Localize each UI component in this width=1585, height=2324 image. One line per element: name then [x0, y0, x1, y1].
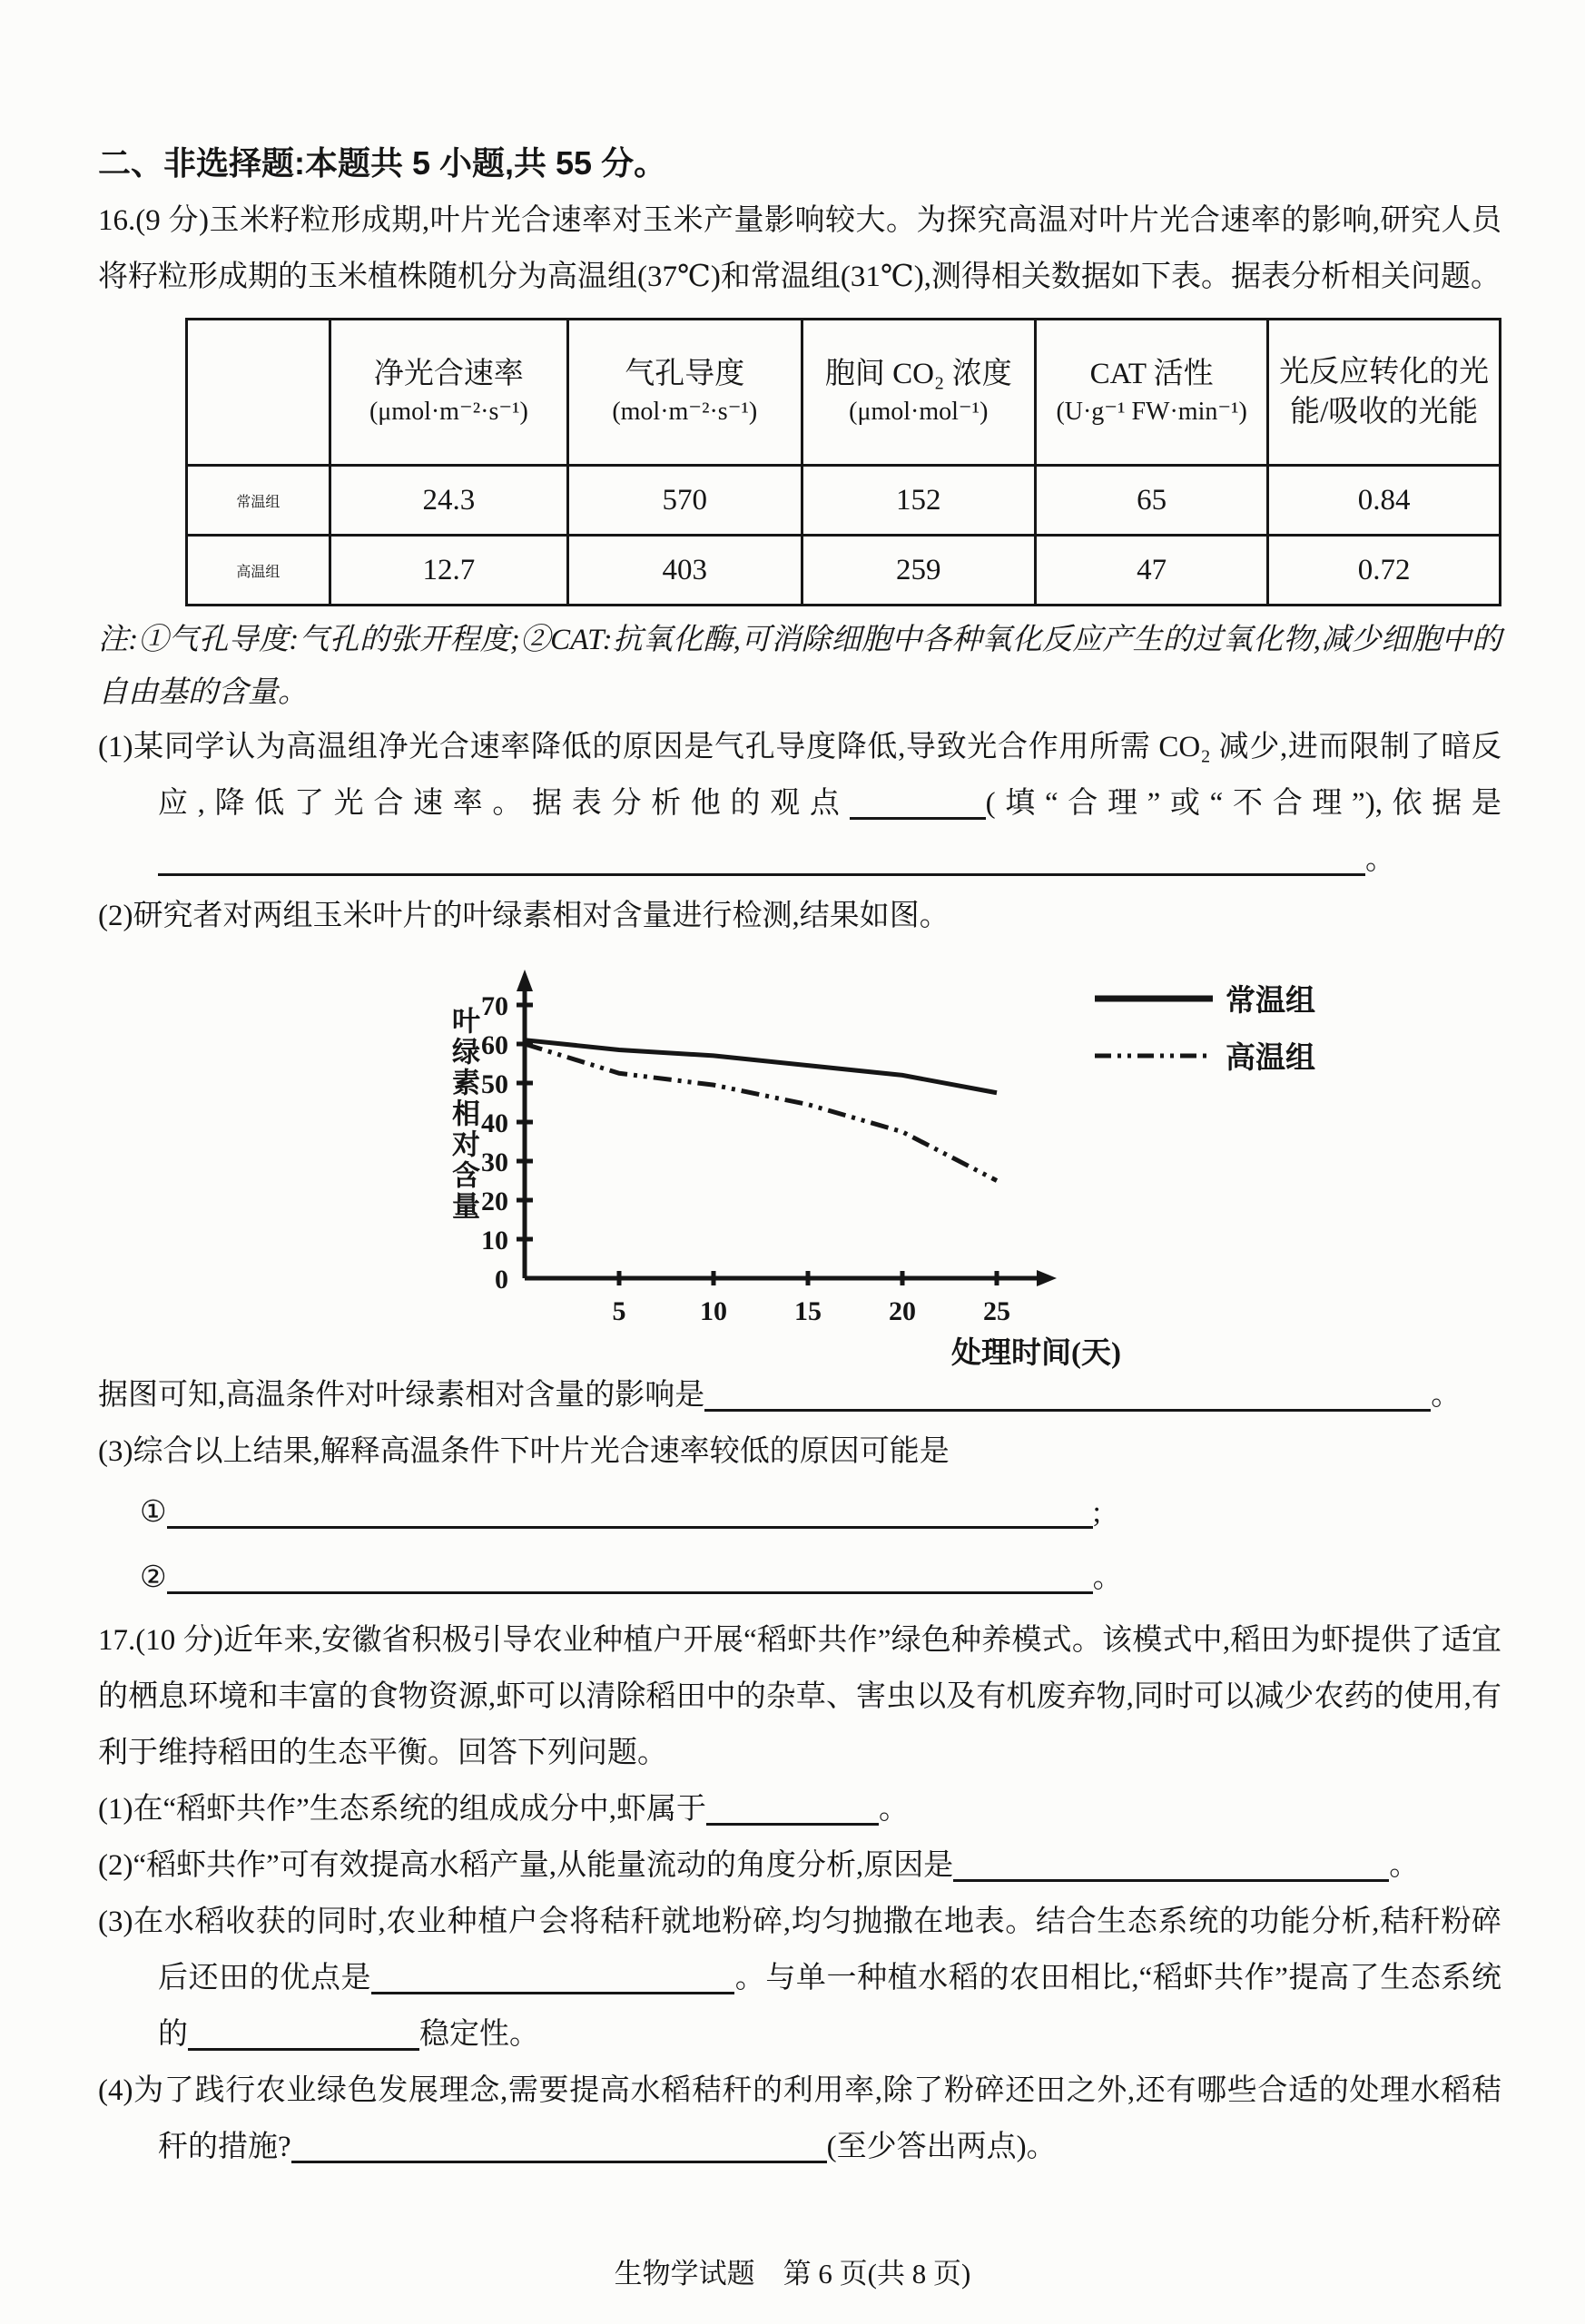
svg-text:40: 40	[481, 1108, 508, 1138]
table-col-header-net-photosynthesis	[330, 320, 567, 466]
caption-period: 。	[1431, 1379, 1462, 1412]
svg-text:10: 10	[700, 1296, 727, 1326]
q16-part3: (3)综合以上结果,解释高温条件下叶片光合速率较低的原因可能是	[98, 1435, 950, 1468]
answer-blank	[158, 841, 1365, 876]
col-name: 净光合速率	[373, 358, 524, 390]
q16-part3-item1	[98, 1480, 1501, 1545]
answer-blank	[188, 2015, 419, 2051]
answer-blank	[706, 1790, 879, 1826]
q16-stem: 16.(9 分)玉米籽粒形成期,叶片光合速率对玉米产量影响较大。为探究高温对叶片光合速率的影响,研究人员将籽粒形成期的玉米植株随机分为高温组(37℃)和常温组(31℃),测得相关数据如下表。据表分析相关问题。	[98, 204, 1501, 293]
col-name: 气孔导度	[625, 358, 745, 390]
col-unit: (mol·m⁻²·s⁻¹)	[612, 398, 758, 426]
q17-part3	[98, 1894, 1501, 2063]
svg-text:30: 30	[481, 1147, 508, 1177]
q16-chart-caption	[98, 1367, 1501, 1423]
answer-blank	[167, 1493, 1093, 1529]
item1-end: ;	[1092, 1496, 1101, 1529]
table-col-header-blank	[187, 320, 330, 466]
q16-part2: (2)研究者对两组玉米叶片的叶绿素相对含量进行检测,结果如图。	[98, 900, 950, 932]
q16-part1-period: 。	[1365, 843, 1395, 876]
legend-label: 常温组	[1226, 985, 1315, 1018]
q17-stem: 17.(10 分)近年来,安徽省积极引导农业种植户开展“稻虾共作”绿色种养模式。该模式中,稻田为虾提供了适宜的栖息环境和丰富的食物资源,虾可以清除稻田中的杂草、害虫以及有机废弃物,同时可以减少农药的使用,有利于维持稻田的生态平衡。回答下列问题。	[98, 1624, 1502, 1769]
q16-part1-text-b: (填“合理”或“不合理”),依据是	[985, 787, 1502, 820]
caption-text: 据图可知,高温条件对叶绿素相对含量的影响是	[98, 1379, 705, 1412]
legend-item-high-temp	[1095, 1034, 1315, 1077]
table-col-header-stomatal-conductance	[567, 320, 802, 466]
table-cell: 259	[802, 536, 1035, 606]
col-unit: (μmol·mol⁻¹)	[849, 398, 989, 426]
table-col-header-intercellular-co2	[802, 320, 1035, 466]
q16-part1-text-a: (1)某同学认为高温组净光合速率降低的原因是气孔导度降低,导致光合作用所需 CO₂ 减少,进而限制了暗反应,降低了光合速率。据表分析他的观点	[98, 731, 1501, 820]
page-footer: 生物学试题 第 6 页(共 8 页)	[614, 2258, 971, 2290]
table-cell: 0.84	[1268, 466, 1501, 536]
section-header: 二、非选择题:本题共 5 小题,共 55 分。	[98, 144, 667, 182]
table-row-normal-temp	[187, 466, 1501, 536]
table-cell: 65	[1035, 466, 1267, 536]
table-cell: 24.3	[330, 466, 567, 536]
solid-line-icon	[1095, 991, 1213, 1006]
q17-part3-text-b: 。与单一种植水稻的农田相比,“稻虾共作”提高了生态系统的	[158, 1962, 1502, 2051]
answer-blank	[953, 1846, 1389, 1882]
legend-item-normal-temp	[1095, 977, 1315, 1019]
table-row-high-temp	[187, 536, 1501, 606]
row-label: 常温组	[187, 466, 330, 536]
q16-part3-item2	[98, 1545, 1501, 1610]
dash-dot-line-icon	[1095, 1049, 1213, 1063]
legend-label: 高温组	[1226, 1042, 1315, 1075]
table-header-row	[187, 320, 1501, 466]
q16-part1	[98, 719, 1501, 888]
chart-legend	[1095, 977, 1315, 1077]
q17-part1-text: (1)在“稻虾共作”生态系统的组成成分中,虾属于	[98, 1793, 707, 1826]
table-cell: 0.72	[1268, 536, 1501, 606]
svg-text:50: 50	[481, 1069, 508, 1099]
row-label: 高温组	[187, 536, 330, 606]
svg-text:10: 10	[481, 1226, 508, 1256]
q17-part4	[98, 2063, 1501, 2175]
chart-x-axis-label: 处理时间(天)	[951, 1337, 1121, 1370]
svg-text:0: 0	[495, 1265, 508, 1295]
svg-text:60: 60	[481, 1030, 508, 1060]
col-unit: (U·g⁻¹ FW·min⁻¹)	[1056, 398, 1247, 426]
answer-blank	[291, 2128, 827, 2163]
table-note: 注:①气孔导度:气孔的张开程度;②CAT:抗氧化酶,可消除细胞中各种氧化反应产生的过氧化物,减少细胞中的自由基的含量。	[98, 624, 1501, 709]
svg-text:20: 20	[889, 1296, 916, 1326]
table-cell: 403	[567, 536, 802, 606]
col-unit: (μmol·m⁻²·s⁻¹)	[369, 398, 528, 426]
circled-1-marker: ①	[140, 1496, 167, 1529]
col-name: CAT 活性	[1089, 358, 1214, 390]
table-cell: 152	[802, 466, 1035, 536]
answer-blank	[850, 784, 986, 820]
svg-text:15: 15	[794, 1296, 822, 1326]
table-col-header-light-energy-ratio	[1268, 320, 1501, 466]
table-cell: 12.7	[330, 536, 567, 606]
svg-text:70: 70	[481, 991, 508, 1021]
svg-text:20: 20	[481, 1187, 508, 1216]
q17-part3-text-c: 稳定性。	[419, 2018, 539, 2051]
q17-part2	[98, 1837, 1501, 1894]
item2-end: 。	[1092, 1561, 1123, 1594]
col-name: 光反应转化的光能/吸收的光能	[1279, 356, 1490, 428]
table-cell: 47	[1035, 536, 1267, 606]
chlorophyll-chart	[352, 959, 1501, 1370]
circled-2-marker: ②	[140, 1561, 167, 1594]
q17-part3-text-a: (3)在水稻收获的同时,农业种植户会将秸秆就地粉碎,均匀抛撒在地表。结合生态系统的功能分析,秸秆粉碎后还田的优点是	[98, 1905, 1501, 1994]
q17-part4-text: (4)为了践行农业绿色发展理念,需要提高水稻秸秆的利用率,除了粉碎还田之外,还有哪些合适的处理水稻秸秆的措施?	[98, 2074, 1501, 2163]
q17-part1-period: 。	[879, 1793, 910, 1826]
svg-text:25: 25	[983, 1296, 1010, 1326]
q17-part4-suffix: (至少答出两点)。	[826, 2131, 1057, 2163]
col-name: 胞间 CO₂ 浓度	[824, 358, 1012, 390]
table-cell: 570	[567, 466, 802, 536]
chart-y-axis-label: 叶绿素相对含量	[448, 1006, 479, 1222]
q17-part2-period: 。	[1389, 1849, 1420, 1882]
table-col-header-cat-activity	[1035, 320, 1267, 466]
answer-blank	[167, 1559, 1093, 1594]
q17-part1	[98, 1781, 1501, 1837]
q16-data-table	[185, 318, 1501, 606]
q17-part2-text: (2)“稻虾共作”可有效提高水稻产量,从能量流动的角度分析,原因是	[98, 1849, 954, 1882]
answer-blank	[704, 1376, 1431, 1412]
answer-blank	[371, 1959, 734, 1994]
svg-text:5: 5	[612, 1296, 626, 1326]
